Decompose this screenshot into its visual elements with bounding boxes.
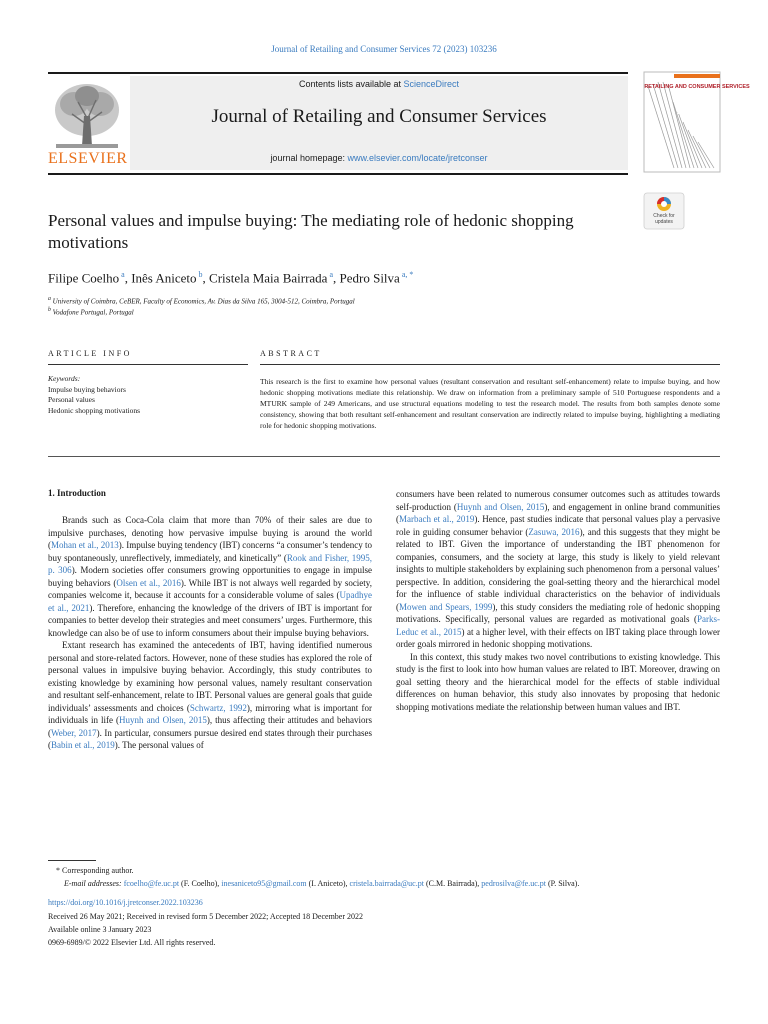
check-for-updates-badge[interactable] <box>644 193 684 229</box>
contents-prefix: Contents lists available at <box>298 79 404 89</box>
email-owner: (C.M. Bairrada), <box>423 879 482 888</box>
paragraph-text: ). Hence, past studies indicate that personal values play a pervasive role in guiding consumer behavior ( <box>396 514 720 537</box>
citation-link[interactable]: Zasuwa, 2016 <box>528 526 580 537</box>
citation-link[interactable]: Babin et al., 2019 <box>51 740 115 750</box>
paragraph-text: ) at a higher level, with their effects on IBT taking place through lower order goals mirrored in hedonic shopping motivations. <box>396 626 720 649</box>
affiliation-marker: b <box>48 307 51 313</box>
affiliation-marker: a <box>48 296 51 302</box>
author-name: Filipe Coelho <box>48 270 120 286</box>
paragraph-text: ), and this suggests that they might be related to IBT. Given the importance of understanding the IBT phenomenon for companies, consumers, and the society at large, this study is likely to yield relevant insights to multiple stakeholders by explaining such phenomenon from a personal values’ perspective. In addition, considering the goal-setting theory and the hierarchical model for the influence of stable individual characteristics on the behavior of individuals ( <box>396 526 721 612</box>
elsevier-wordmark: ELSEVIER <box>48 150 128 167</box>
email-label: E-mail addresses: <box>64 879 124 888</box>
author-affiliation-marker[interactable]: a, * <box>399 270 414 279</box>
email-link[interactable]: pedrosilva@fe.uc.pt <box>481 879 546 888</box>
doi-link[interactable]: https://doi.org/10.1016/j.jretconser.2022.103236 <box>48 898 203 907</box>
article-info-rule <box>48 364 248 365</box>
received-dates: Received 26 May 2021; Received in revised form 5 December 2022; Accepted 18 December 2022 <box>48 912 364 921</box>
paragraph-text: ). The personal values of <box>114 740 204 750</box>
available-online: Available online 3 January 2023 <box>48 925 152 934</box>
paragraph-text: ), mirroring what is important for individuals in life ( <box>48 702 372 725</box>
affiliation-b <box>48 307 648 316</box>
keywords-block <box>48 374 248 416</box>
paragraph-text: consumers have been related to numerous consumer outcomes such as attitudes towards self-production ( <box>396 489 720 512</box>
keyword-item: Hedonic shopping motivations <box>48 405 141 415</box>
keyword-item: Personal values <box>48 395 95 404</box>
journal-title: Journal of Retailing and Consumer Services <box>211 106 547 127</box>
citation-link[interactable]: Parks-Leduc et al., 2015 <box>396 614 720 637</box>
paragraph-text: ), thus affecting their attitudes and behaviors ( <box>48 715 372 738</box>
paragraph-text: ). Impulse buying tendency (IBT) concerns “a consumer’s tendency to buy spontaneously, unreflectively, immediately, and kinetically” ( <box>48 540 373 563</box>
author-affiliation-marker[interactable]: b <box>196 270 203 279</box>
citation-link[interactable]: Upadhye et al., 2021 <box>48 590 372 613</box>
paragraph-text: Extant research has examined the antecedents of IBT, having identified numerous personal and store-related factors. However, none of these studies has explored the role of personal values in impulsive buying behavior. Accordingly, this study contributes to existing knowledge by examining how personal values, namely resultant conservation and resultant self-enhancement, relate to IBT. Personal values are general goals that guide individuals’ assessments and choices ( <box>48 640 372 713</box>
section-heading-introduction: 1. Introduction <box>48 488 106 498</box>
email-owner: (F. Coelho), <box>179 879 222 888</box>
front-matter-bottom-rule <box>48 456 720 457</box>
author-name: Pedro Silva <box>339 270 400 286</box>
masthead-top-rule <box>48 72 628 74</box>
body-paragraph <box>396 651 720 714</box>
affiliation-text: Vodafone Portugal, Portugal <box>52 308 134 317</box>
citation-link[interactable]: Olsen et al., 2016 <box>116 577 181 588</box>
crossmark-label: Check for updates <box>653 213 675 225</box>
citation-link[interactable]: Huynh and Olsen, 2015 <box>456 501 545 512</box>
email-owner: (P. Silva). <box>545 879 580 888</box>
paragraph-text: ), this study considers the mediating role of hedonic shopping motivations. Specifically, personal values are regarded as motivational goals ( <box>396 601 720 624</box>
running-head[interactable]: Journal of Retailing and Consumer Services 72 (2023) 103236 <box>271 44 497 54</box>
keywords-label: Keywords: <box>48 374 81 383</box>
affiliation-text: University of Coimbra, CeBER, Faculty of Economics, Av. Dias da Silva 165, 3004-512, Coimbra, Portugal <box>52 297 355 306</box>
article-title: Personal values and impulse buying: The mediating role of hedonic shopping motivations <box>48 211 574 252</box>
paragraph-text: Brands such as Coca-Cola claim that more than 70% of their sales are due to impulsive purchases, denoting how pervasive impulse buying is around the world ( <box>48 515 372 550</box>
sciencedirect-link[interactable]: ScienceDirect <box>403 79 460 89</box>
affiliation-a <box>48 296 648 305</box>
article-info-heading: ARTICLE INFO <box>48 349 132 358</box>
citation-link[interactable]: Huynh and Olsen, 2015 <box>119 715 207 725</box>
citation-link[interactable]: Mohan et al., 2013 <box>51 540 119 550</box>
paragraph-text: In this context, this study makes two novel contributions to existing knowledge. This study is the first to look into how human values are related to IBT. Moreover, drawing on goal setting theory and the hierarchical model for the effects of stable individual differences on human behavior, this study also innovates by proposing that hedonic shopping motivations mediate the relationship between human values and IBT. <box>396 651 720 712</box>
body-paragraph <box>48 514 372 639</box>
citation-link[interactable]: Marbach et al., 2019 <box>399 514 475 524</box>
keyword-item: Impulse buying behaviors <box>48 384 126 394</box>
author-affiliation-marker[interactable]: a <box>119 270 125 279</box>
body-column-right <box>396 488 720 713</box>
email-addresses <box>64 879 744 888</box>
citation-link[interactable]: Weber, 2017 <box>51 727 97 738</box>
citation-link[interactable]: Mowen and Spears, 1999 <box>399 601 493 612</box>
paragraph-text: ). Modern societies offer consumers growing opportunities to engage in impulse buying behaviors ( <box>48 565 373 588</box>
abstract-text: This research is the first to examine how personal values (resultant conservation and resultant self-enhancement) relate to impulse buying, and how hedonic shopping motivations mediate this relationship. We draw on information from a preliminary sample of 510 Portuguese respondents and a MTURK sample of 249 Americans, and use structural equations modeling to test the research model. The results from both samples denote some consistency, showing that both resultant self-enhancement and resultant conservation are indirectly related to impulse buying, highlighting a mediating role for hedonic shopping motivations. <box>260 377 720 430</box>
cover-title: RETAILING AND CONSUMER SERVICES <box>644 84 750 90</box>
email-link[interactable]: fcoelho@fe.uc.pt <box>123 879 180 888</box>
paragraph-text: ). While IBT is not always well regarded by society, companies welcome it, because it accounts for a considerable volume of sales ( <box>48 577 372 600</box>
contents-line <box>130 79 628 89</box>
copyright-line: 0969-6989/© 2022 Elsevier Ltd. All rights reserved. <box>48 938 216 947</box>
journal-homepage-link[interactable]: www.elsevier.com/locate/jretconser <box>347 153 488 163</box>
body-column-left <box>48 514 372 752</box>
email-owner: (I. Aniceto), <box>306 879 350 888</box>
paragraph-text: ), and engagement in online brand communities ( <box>396 501 720 524</box>
body-paragraph <box>396 488 720 651</box>
author-name: Cristela Maia Bairrada <box>209 270 328 286</box>
citation-link[interactable]: Schwartz, 1992 <box>189 702 247 713</box>
abstract-heading: ABSTRACT <box>260 349 322 358</box>
masthead-bottom-rule <box>48 173 628 175</box>
journal-cover-thumbnail[interactable] <box>644 72 750 172</box>
paragraph-text: ). In particular, consumers pursue desired end states through their purchases ( <box>48 727 372 750</box>
email-link[interactable]: cristela.bairrada@uc.pt <box>349 879 424 888</box>
citation-link[interactable]: Rook and Fisher, 1995, p. 306 <box>48 552 372 575</box>
email-link[interactable]: inesaniceto95@gmail.com <box>221 879 307 888</box>
abstract-rule <box>260 364 720 365</box>
homepage-prefix: journal homepage: <box>270 153 348 163</box>
corresponding-author-note: * Corresponding author. <box>56 866 134 875</box>
homepage-line <box>130 153 628 163</box>
author-affiliation-marker[interactable]: a <box>327 270 334 279</box>
author-name: Inês Aniceto <box>131 270 197 286</box>
author-list: Filipe Coelho $^a$, Inês Aniceto $^b$, Cristela Maia Bairrada $^a$, Pedro Silva $^{a, *}$ <box>48 270 414 286</box>
paragraph-text: ). Therefore, enhancing the knowledge of the drivers of IBT is important for companies to better develop their strategies and meet consumers’ urges. Furthermore, this knowledge can also be of use to inform consumers about their impulse buying behaviors. <box>48 602 372 638</box>
body-paragraph <box>48 639 372 752</box>
footnote-rule <box>48 860 96 861</box>
